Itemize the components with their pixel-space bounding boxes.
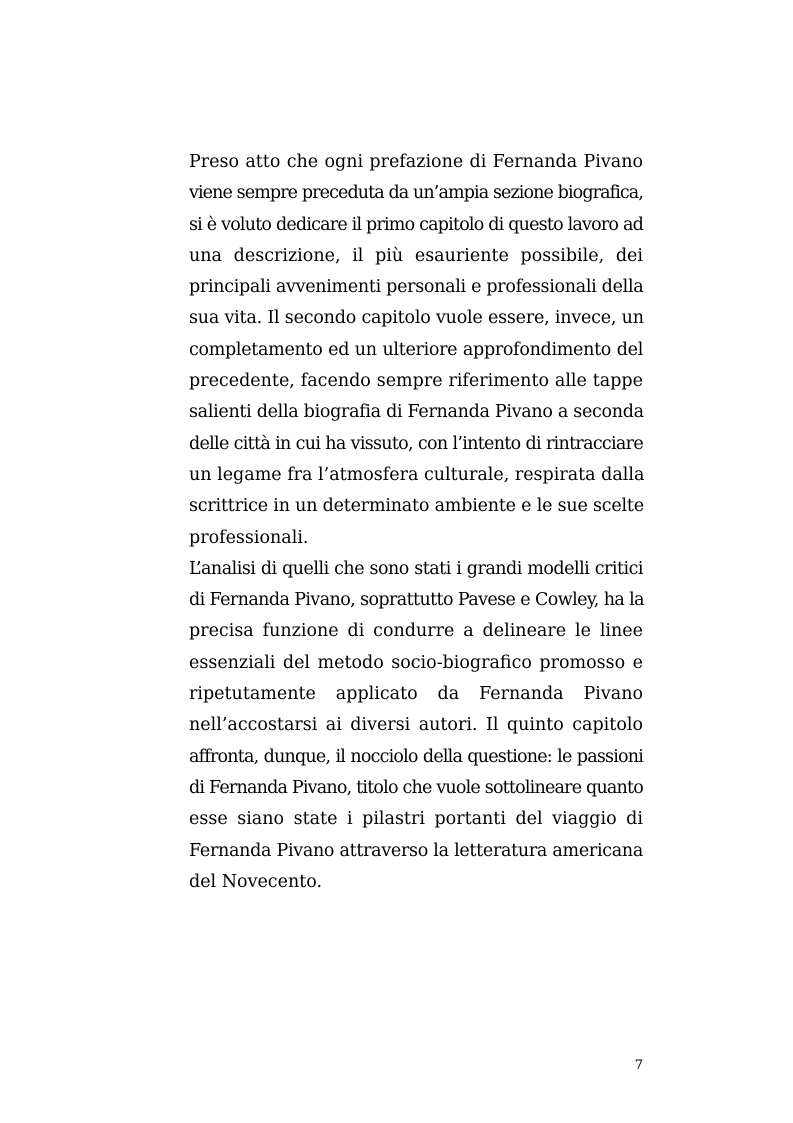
text-line: sua vita. Il secondo capitolo vuole essere, invece, un (189, 308, 644, 329)
text-line: di Fernanda Pivano, soprattutto Pavese e Cowley, ha la (189, 590, 645, 611)
text-line: delle città in cui ha vissuto, con l’intento di rintracciare (189, 433, 643, 454)
text-line: nell’accostarsi ai diversi autori. Il quinto capitolo (189, 715, 643, 736)
text-line: Fernanda Pivano attraverso la letteratura americana (189, 840, 643, 861)
text-line: una descrizione, il più esauriente possibile, dei (189, 245, 643, 266)
text-line: si è voluto dedicare il primo capitolo di questo lavoro ad (189, 214, 643, 235)
text-line: essenziali del metodo socio-biografico promosso e (189, 652, 643, 673)
text-line: ripetutamente applicato da Fernanda Pivano (189, 684, 643, 705)
text-line: salienti della biografia di Fernanda Pivano a seconda (189, 402, 644, 423)
text-line: di Fernanda Pivano, titolo che vuole sottolineare quanto (189, 777, 643, 798)
text-line: precisa funzione di condurre a delineare le linee (189, 621, 643, 642)
text-line: del Novecento. (189, 871, 323, 892)
text-line: viene sempre preceduta da un’ampia sezione biografica, (189, 183, 643, 204)
text-line: un legame fra l’atmosfera culturale, respirata dalla (189, 464, 645, 485)
text-line: precedente, facendo sempre riferimento alle tappe (189, 371, 643, 392)
text-line: scrittrice in un determinato ambiente e le sue scelte (189, 496, 644, 517)
text-line: professionali. (189, 527, 309, 548)
text-line: Preso atto che ogni prefazione di Fernanda Pivano (189, 152, 643, 172)
text-line: L’analisi di quelli che sono stati i grandi modelli critici (189, 558, 643, 579)
text-line: esse siano state i pilastri portanti del viaggio di (189, 809, 643, 830)
text-line: principali avvenimenti personali e professionali della (189, 277, 644, 298)
text-line: completamento ed un ulteriore approfondimento del (189, 339, 643, 360)
body-text (189, 147, 643, 898)
page-number: 7 (634, 1058, 643, 1073)
text-line: affronta, dunque, il nocciolo della questione: le passioni (189, 746, 643, 767)
